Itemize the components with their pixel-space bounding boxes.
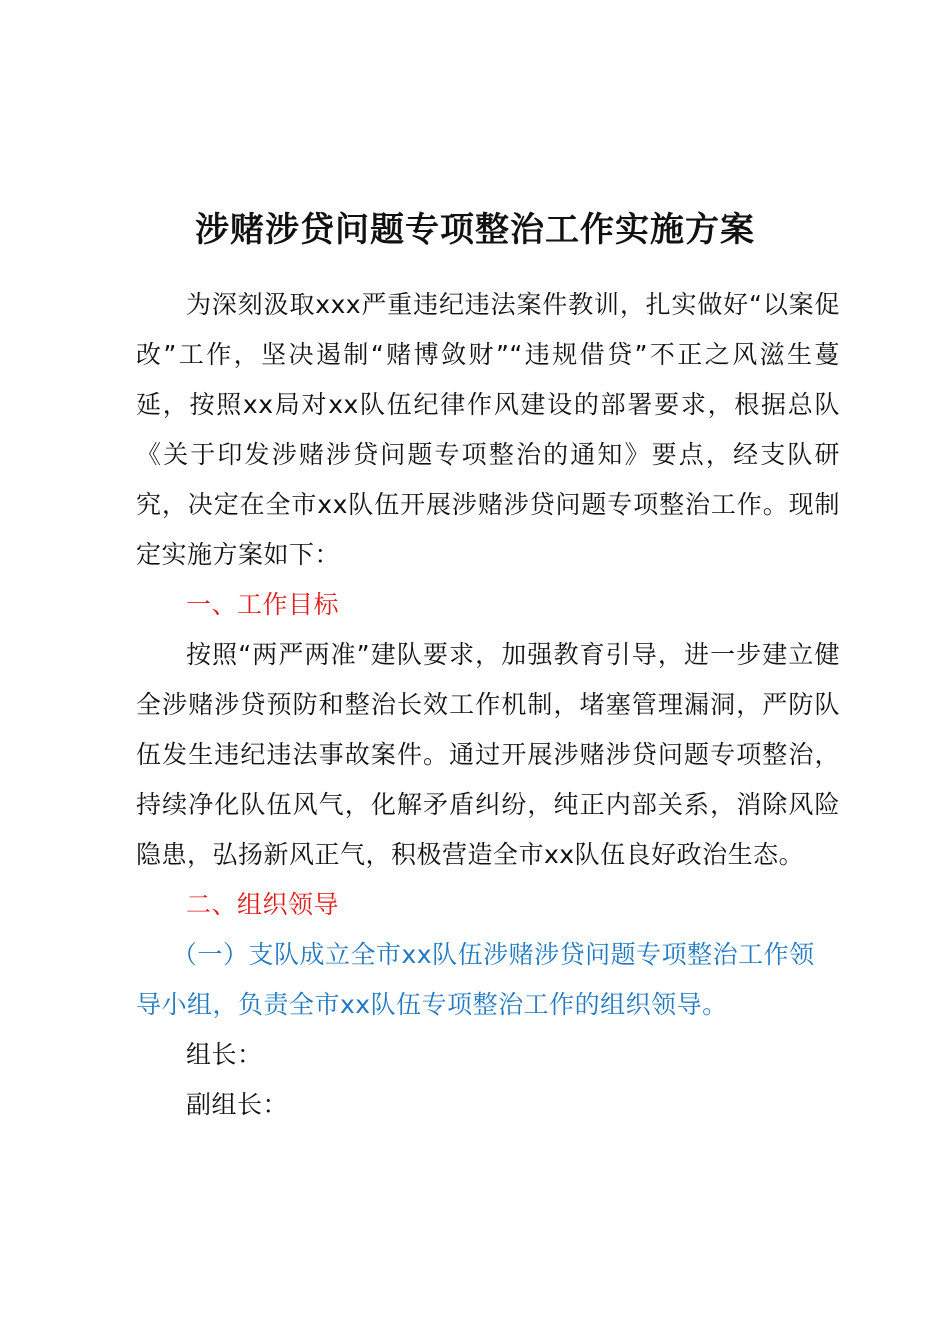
intro-paragraph: 为深刻汲取xxx严重违纪违法案件教训，扎实做好“以案促改”工作，坚决遏制“赌博敛财”“违规借贷”不正之风滋生蔓延，按照xx局对xx队伍纪律作风建设的部署要求，根据总队《关于印发涉赌涉贷问题专项整治的通知》要点，经支队研究，决定在全市xx队伍开展涉赌涉贷问题专项整治工作。现制定实施方案如下： (136, 290, 840, 569)
section-heading-organization: 二、组织领导 (186, 890, 340, 919)
leader-label: 组长： (186, 1040, 263, 1069)
subsection-leading-group: （一）支队成立全市xx队伍涉赌涉贷问题专项整治工作领导小组，负责全市xx队伍专项整治工作的组织领导。 (136, 940, 815, 1019)
document-body (136, 280, 840, 1130)
deputy-leader-label: 副组长： (186, 1090, 289, 1119)
goals-paragraph: 按照“两严两准”建队要求，加强教育引导，进一步建立健全涉赌涉贷预防和整治长效工作机制，堵塞管理漏洞，严防队伍发生违纪违法事故案件。通过开展涉赌涉贷问题专项整治，持续净化队伍风气，化解矛盾纠纷，纯正内部关系，消除风险隐患，弘扬新风正气，积极营造全市xx队伍良好政治生态。 (136, 640, 840, 869)
document-title: 涉赌涉贷问题专项整治工作实施方案 (195, 210, 755, 250)
section-heading-goals: 一、工作目标 (186, 590, 340, 619)
